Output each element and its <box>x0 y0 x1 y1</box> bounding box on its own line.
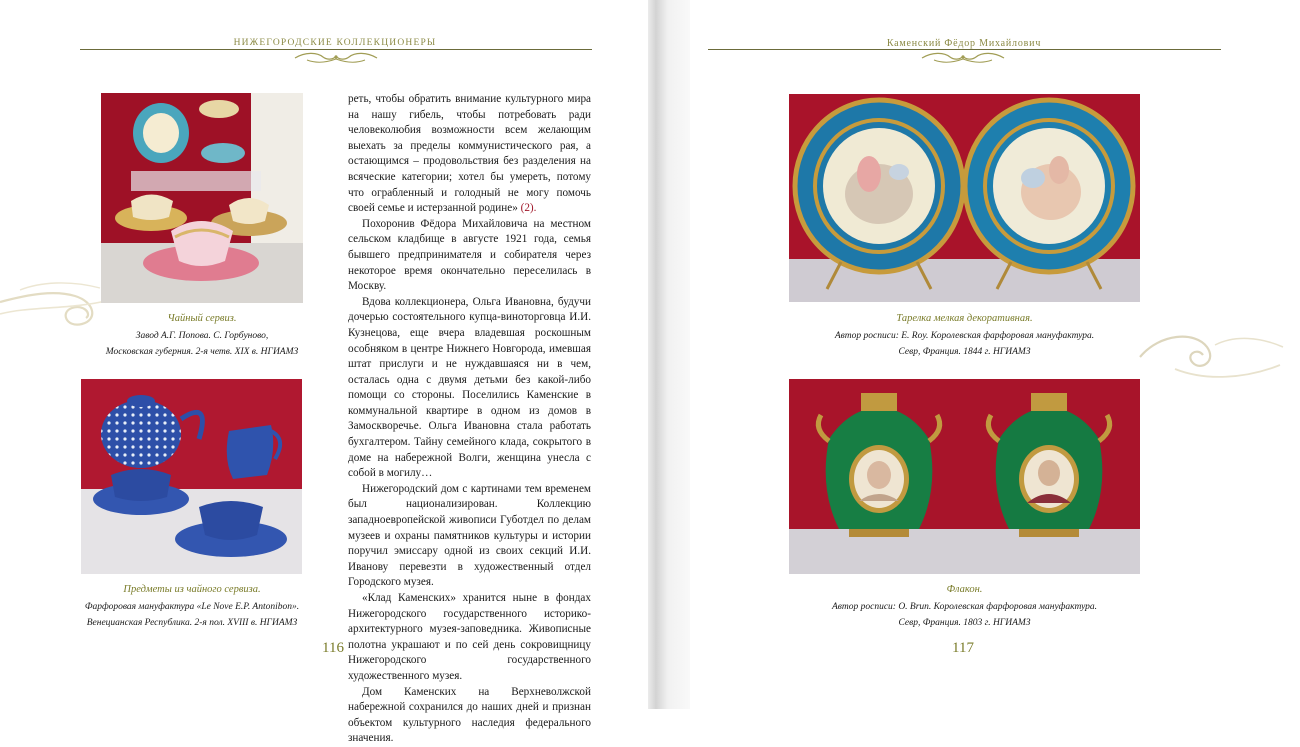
caption-title: Тарелка мелкая декоративная. <box>896 313 1033 324</box>
page-number-left: 116 <box>322 640 344 656</box>
left-page <box>0 0 650 745</box>
photo-tea-service <box>101 93 303 303</box>
caption-line: Автор росписи: E. Roy. Королевская фарфоровая мануфактура. <box>834 330 1095 341</box>
citation-link[interactable]: (2). <box>517 202 537 215</box>
body-text-column <box>348 92 591 747</box>
caption-figure-2-left <box>72 582 312 632</box>
photo-decorative-plates <box>789 94 1140 302</box>
photo-green-flacons <box>789 379 1140 574</box>
header-rule-left <box>80 49 592 50</box>
running-head-right: Каменский Фёдор Михайлович <box>886 38 1042 49</box>
photo-tea-items <box>81 379 302 574</box>
caption-figure-1-right <box>748 311 1181 361</box>
paragraph <box>348 92 591 217</box>
paragraph: Нижегородский дом с картинами тем временем был национализирован. Коллекцию западноевропейской живописи Губотдел по делам музеев и охраны памятников культуры и истории поручил эмиссару одной из своих секций И.И. Иванову перевезти в художественный отдел Городского музея. <box>348 482 591 589</box>
book-gutter <box>648 0 692 709</box>
paragraph: Дом Каменских на Верхневолжской набережной сохранился до наших дней и признан объектом культурного наследия федерального значения. <box>348 685 591 745</box>
caption-title: Предметы из чайного сервиза. <box>123 584 261 595</box>
right-page <box>690 0 1300 709</box>
paragraph-text: реть, чтобы обратить внимание культурного мира на нашу гибель, чтобы потребовать ради человеколюбия возможности всем желающим выехать за пределы коммунистического рая, а остающимся – продовольствия без разделения на всяческие категории; хотел бы умереть, потому что ограбленный и голодный не могу помочь своей семье и истерзанной родине» <box>348 93 591 215</box>
caption-title: Чайный сервиз. <box>167 313 237 324</box>
flourish-ornament-left <box>293 51 379 65</box>
paragraph: «Клад Каменских» хранится ныне в фондах Нижегородского государственного историко-архитектурного музея-заповедника. Живописные полотна украшают и по сей день сокровищницу Нижегородского государственного художественного музея. <box>348 592 591 682</box>
flourish-ornament-right <box>920 51 1006 65</box>
caption-figure-2-right <box>748 582 1181 632</box>
caption-figure-1-left <box>82 311 322 361</box>
caption-line: Венецианская Республика. 2-я пол. XVIII в. НГИАМЗ <box>86 618 298 628</box>
caption-line: Завод А.Г. Попова. С. Горбуново, <box>135 330 269 341</box>
caption-title: Флакон. <box>946 584 983 595</box>
caption-line: Севр, Франция. 1844 г. НГИАМЗ <box>898 347 1031 357</box>
caption-line: Фарфоровая мануфактура «Le Nove E.P. Antonibon». <box>84 601 300 612</box>
caption-line: Московская губерния. 2-я четв. XIX в. НГИАМЗ <box>105 347 299 357</box>
caption-line: Автор росписи: O. Brun. Королевская фарфоровая мануфактура. <box>831 601 1098 612</box>
header-rule-right <box>708 49 1221 50</box>
running-head-left: НИЖЕГОРОДСКИЕ КОЛЛЕКЦИОНЕРЫ <box>233 38 437 48</box>
page-number-right: 117 <box>952 640 974 656</box>
caption-line: Севр, Франция. 1803 г. НГИАМЗ <box>898 618 1031 628</box>
paragraph: Вдова коллекционера, Ольга Ивановна, будучи дочерью состоятельного купца-виноторговца И.И. Кузнецова, еще вчера владевшая роскошным особняком в центре Нижнего Новгорода, имевшая штат прислуги и не нуждавшаяся ни в чем, осталась одна с двумя детьми без какой-либо помощи со стороны. Поселились Каменские в коммунальной квартире в одном из домов в Замоскворечье. Ольга Ивановна стала работать бухгалтером. Тайну семейного клада, сокрытого в доме на набережной Волги, женщина унесла с собой в могилу… <box>348 295 591 480</box>
paragraph: Похоронив Фёдора Михайловича на местном сельском кладбище в августе 1921 года, семья бывшего предпринимателя и собирателя через некоторое время окончательно переселилась в Москву. <box>348 217 591 293</box>
